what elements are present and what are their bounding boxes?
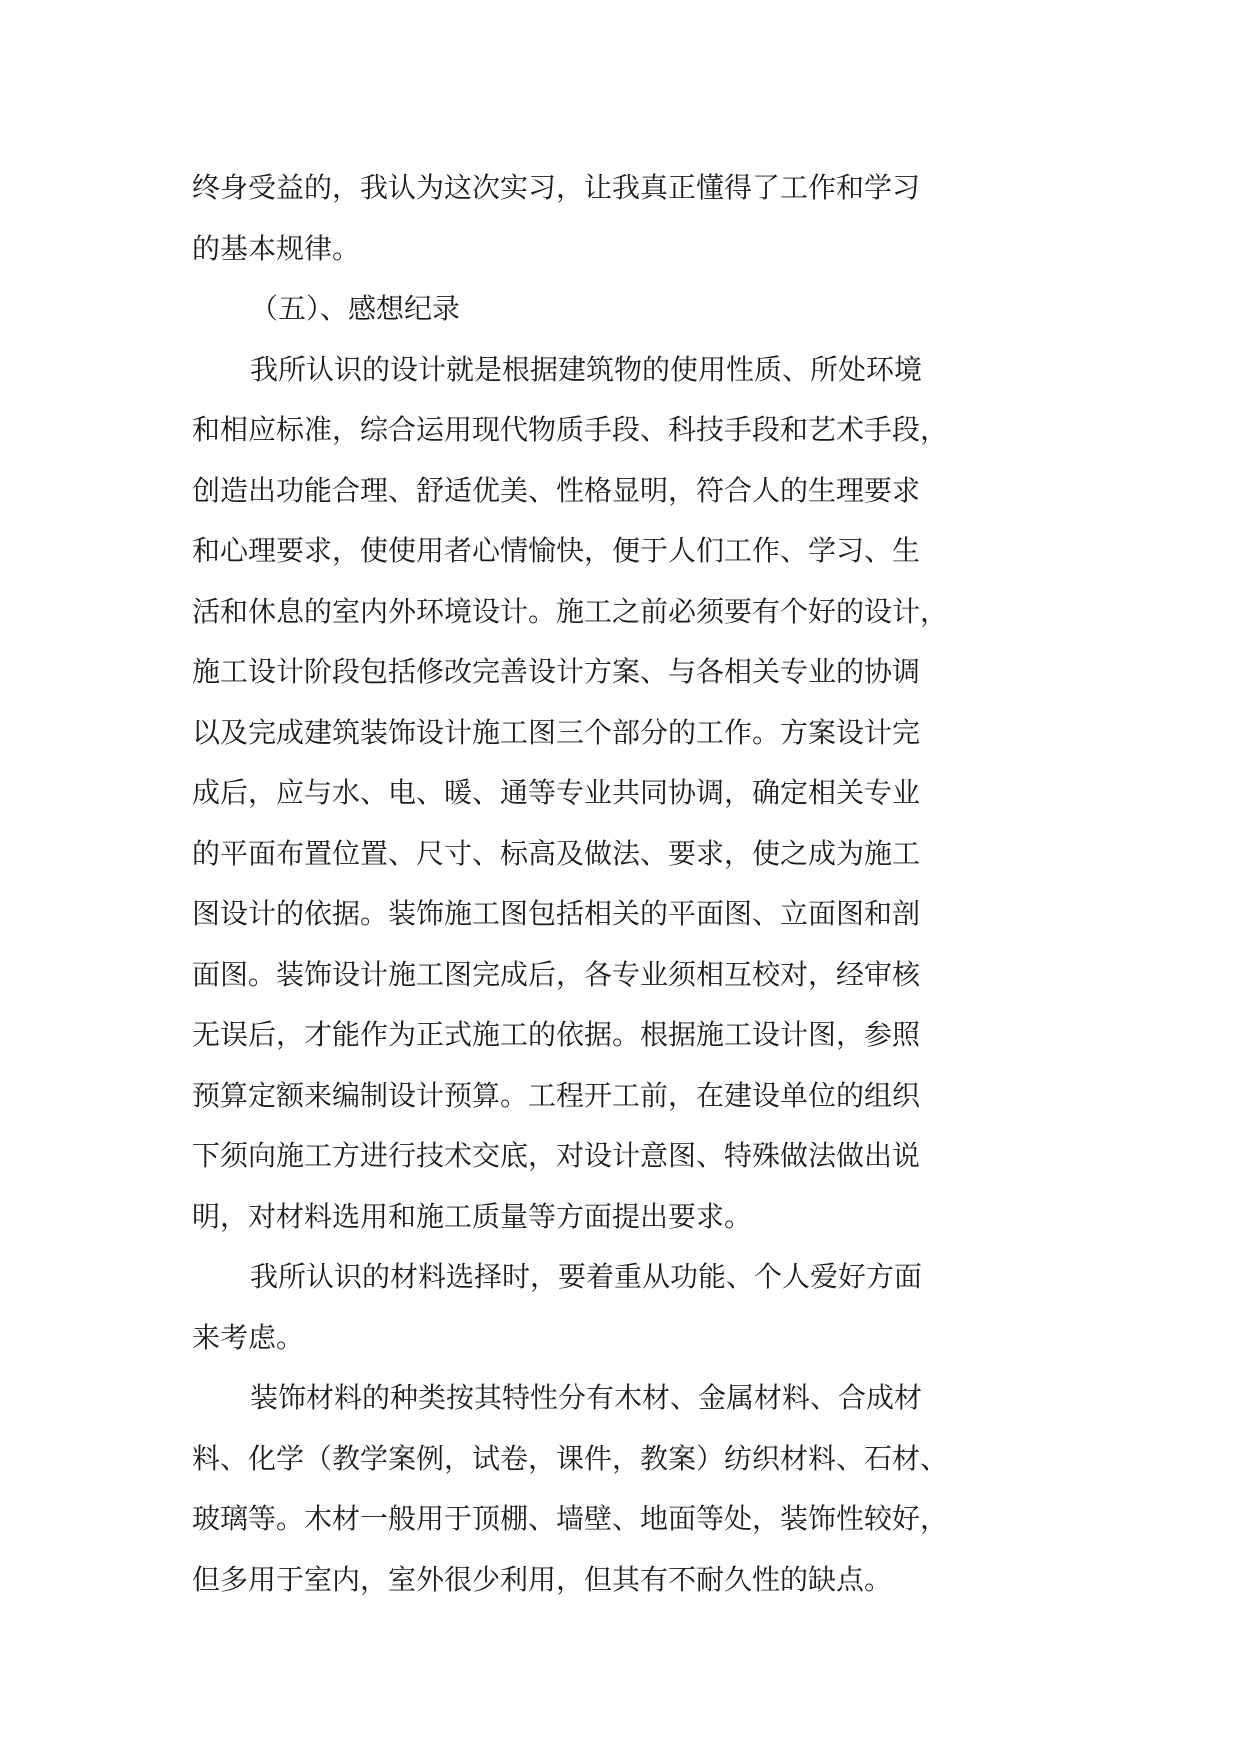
paragraph-line: 终身受益的，我认为这次实习，让我真正懂得了工作和学习 bbox=[192, 171, 921, 204]
paragraph-line: 以及完成建筑装饰设计施工图三个部分的工作。方案设计完 bbox=[192, 715, 921, 749]
paragraph-line: 和相应标准，综合运用现代物质手段、科技手段和艺术手段， bbox=[192, 413, 949, 446]
paragraph-line: 料、化学（教学案例，试卷，课件，教案）纺织材料、石材、 bbox=[192, 1441, 949, 1475]
paragraph-line: 和心理要求，使使用者心情愉快，便于人们工作、学习、生 bbox=[192, 534, 921, 567]
paragraph-line: 活和休息的室内外环境设计。施工之前必须要有个好的设计， bbox=[192, 594, 949, 628]
paragraph-line: 来考虑。 bbox=[192, 1320, 305, 1354]
paragraph-line: 下须向施工方进行技术交底，对设计意图、特殊做法做出说 bbox=[192, 1139, 921, 1172]
section-heading: （五）、感想纪录 bbox=[250, 292, 461, 325]
paragraph-line: 明，对材料选用和施工质量等方面提出要求。 bbox=[192, 1199, 753, 1233]
paragraph-line: 但多用于室内，室外很少利用，但其有不耐久性的缺点。 bbox=[192, 1562, 893, 1596]
paragraph-line: 无误后，才能作为正式施工的依据。根据施工设计图，参照 bbox=[192, 1018, 921, 1051]
paragraph-line: 成后，应与水、电、暖、通等专业共同协调，确定相关专业 bbox=[192, 776, 921, 809]
document-body bbox=[192, 158, 1060, 1610]
paragraph-line: 预算定额来编制设计预算。工程开工前，在建设单位的组织 bbox=[192, 1078, 921, 1112]
paragraph-line: 图设计的依据。装饰施工图包括相关的平面图、立面图和剖 bbox=[192, 897, 921, 930]
paragraph-line: 装饰材料的种类按其特性分有木材、金属材料、合成材 bbox=[250, 1381, 923, 1414]
paragraph-line: 面图。装饰设计施工图完成后，各专业须相互校对，经审核 bbox=[192, 957, 921, 991]
paragraph-line: 创造出功能合理、舒适优美、性格显明，符合人的生理要求 bbox=[192, 473, 921, 507]
paragraph-line: 的平面布置位置、尺寸、标高及做法、要求，使之成为施工 bbox=[192, 836, 921, 870]
paragraph-line: 我所认识的设计就是根据建筑物的使用性质、所处环境 bbox=[250, 352, 923, 386]
paragraph-line: 的基本规律。 bbox=[192, 231, 361, 265]
paragraph-line: 施工设计阶段包括修改完善设计方案、与各相关专业的协调 bbox=[192, 655, 921, 688]
paragraph-line: 玻璃等。木材一般用于顶棚、墙壁、地面等处，装饰性较好， bbox=[192, 1502, 949, 1535]
paragraph-line: 我所认识的材料选择时，要着重从功能、个人爱好方面 bbox=[250, 1260, 923, 1293]
